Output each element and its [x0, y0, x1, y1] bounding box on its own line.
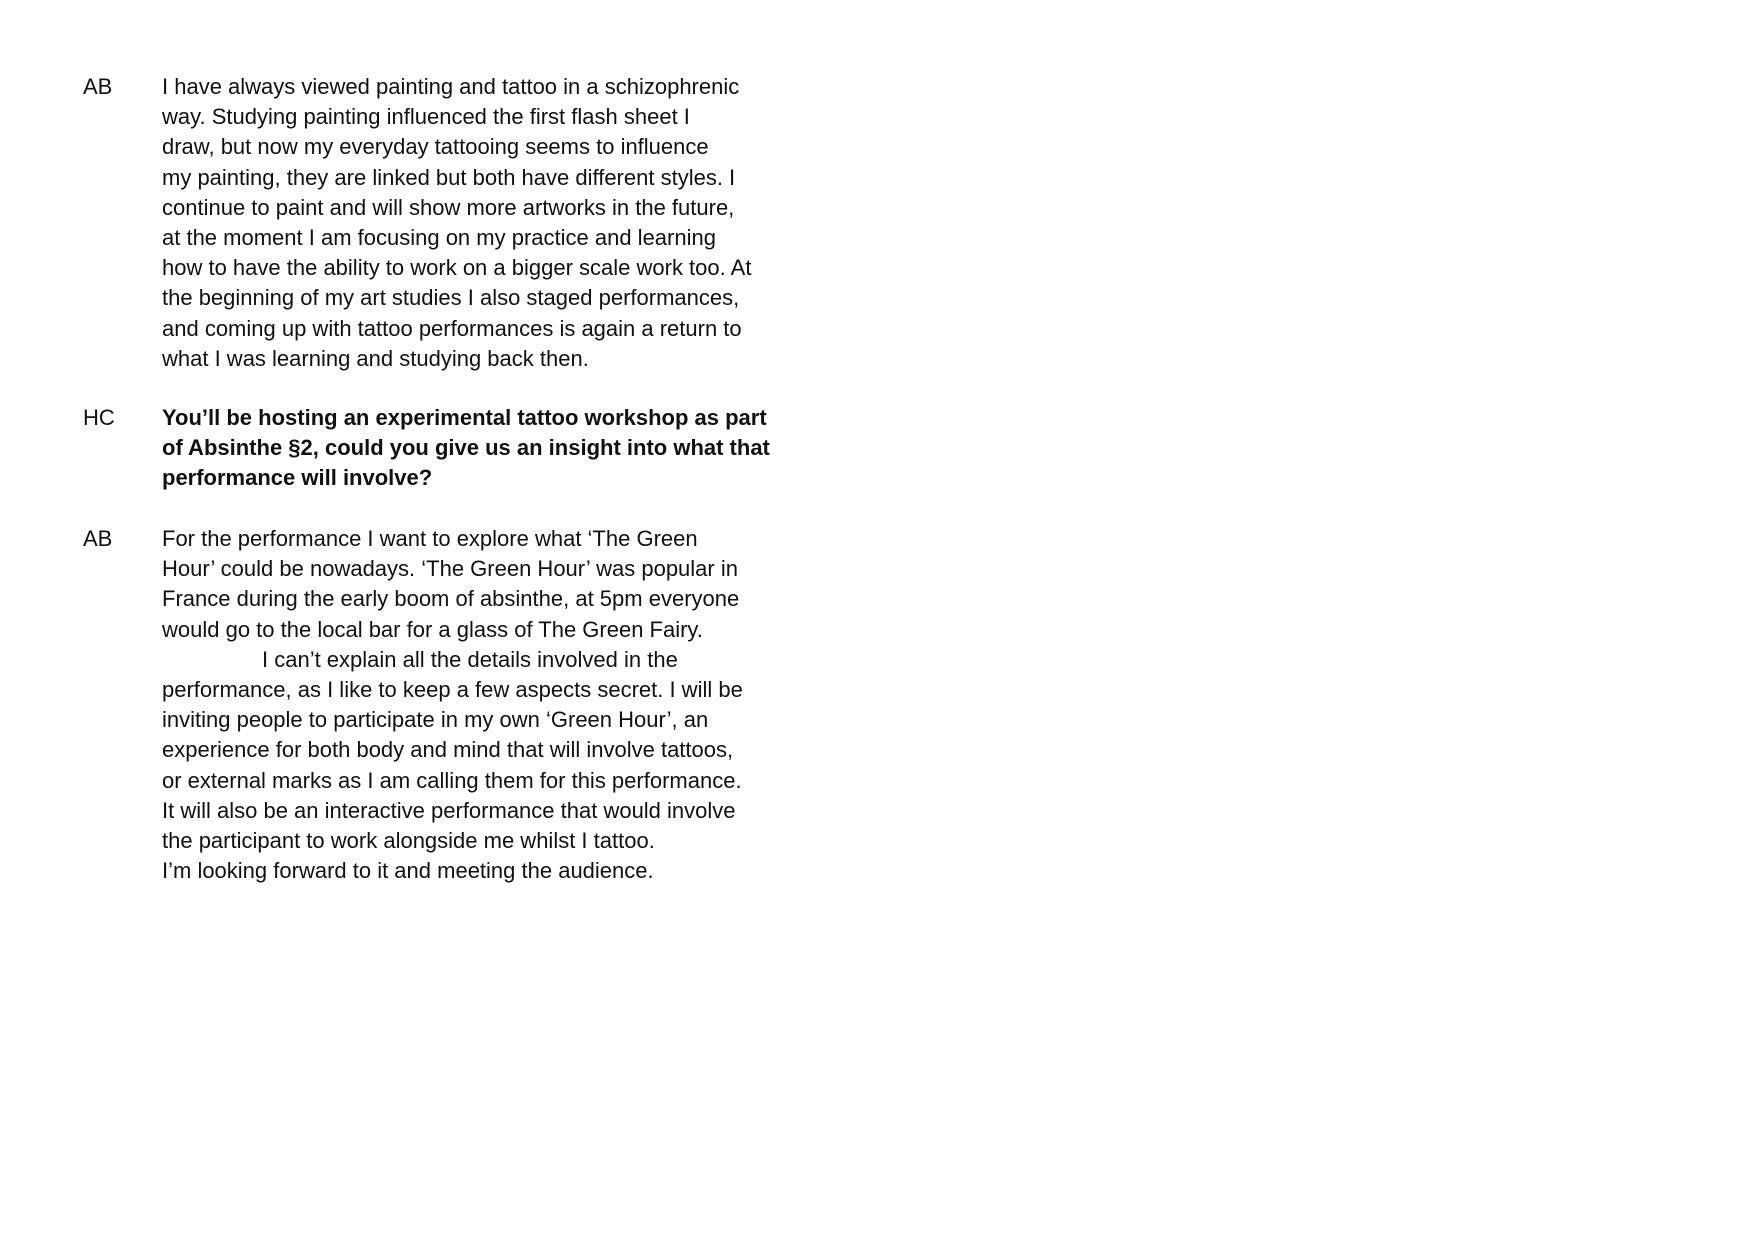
text-line: how to have the ability to work on a bigger scale work too. At — [162, 255, 752, 281]
answer-text — [162, 524, 812, 886]
speaker-label: AB — [83, 526, 113, 551]
text-line: I’m looking forward to it and meeting the audience. — [162, 858, 654, 884]
interview-question — [83, 403, 823, 494]
text-line: would go to the local bar for a glass of The Green Fairy. — [162, 616, 703, 642]
text-line: For the performance I want to explore what ‘The Green — [162, 526, 698, 551]
text-line: I can’t explain all the details involved in the — [262, 646, 678, 672]
text-line: continue to paint and will show more artworks in the future, — [162, 194, 735, 220]
text-line: draw, but now my everyday tattooing seems to influence — [162, 134, 709, 160]
text-line: inviting people to participate in my own ‘Green Hour’, an — [162, 707, 709, 733]
speaker-label: AB — [83, 74, 113, 99]
text-line: It will also be an interactive performance that would involve — [162, 797, 736, 823]
text-line: I have always viewed painting and tattoo in a schizophrenic — [162, 74, 740, 99]
text-line: Hour’ could be nowadays. ‘The Green Hour’ was popular in — [162, 556, 738, 582]
question-text — [162, 403, 812, 494]
text-line: experience for both body and mind that will involve tattoos, — [162, 737, 734, 763]
interview-answer-1 — [83, 72, 823, 374]
text-line: my painting, they are linked but both have different styles. I — [162, 164, 736, 190]
text-line: You’ll be hosting an experimental tattoo workshop as part — [162, 405, 767, 430]
text-line: France during the early boom of absinthe, at 5pm everyone — [162, 586, 740, 612]
text-line: of Absinthe §2, could you give us an insight into what that — [162, 435, 770, 461]
text-line: performance, as I like to keep a few aspects secret. I will be — [162, 677, 743, 703]
text-line: the beginning of my art studies I also staged performances, — [162, 285, 740, 311]
answer-text — [162, 72, 812, 374]
text-line: way. Studying painting influenced the first flash sheet I — [162, 104, 690, 130]
text-line: performance will involve? — [162, 465, 433, 491]
speaker-label: HC — [83, 405, 115, 430]
text-line: the participant to work alongside me whilst I tattoo. — [162, 828, 655, 854]
text-line: and coming up with tattoo performances is again a return to — [162, 315, 742, 341]
text-line: what I was learning and studying back then. — [162, 345, 589, 371]
text-line: at the moment I am focusing on my practice and learning — [162, 225, 716, 251]
text-line: or external marks as I am calling them for this performance. — [162, 767, 742, 793]
interview-answer-2 — [83, 524, 823, 886]
